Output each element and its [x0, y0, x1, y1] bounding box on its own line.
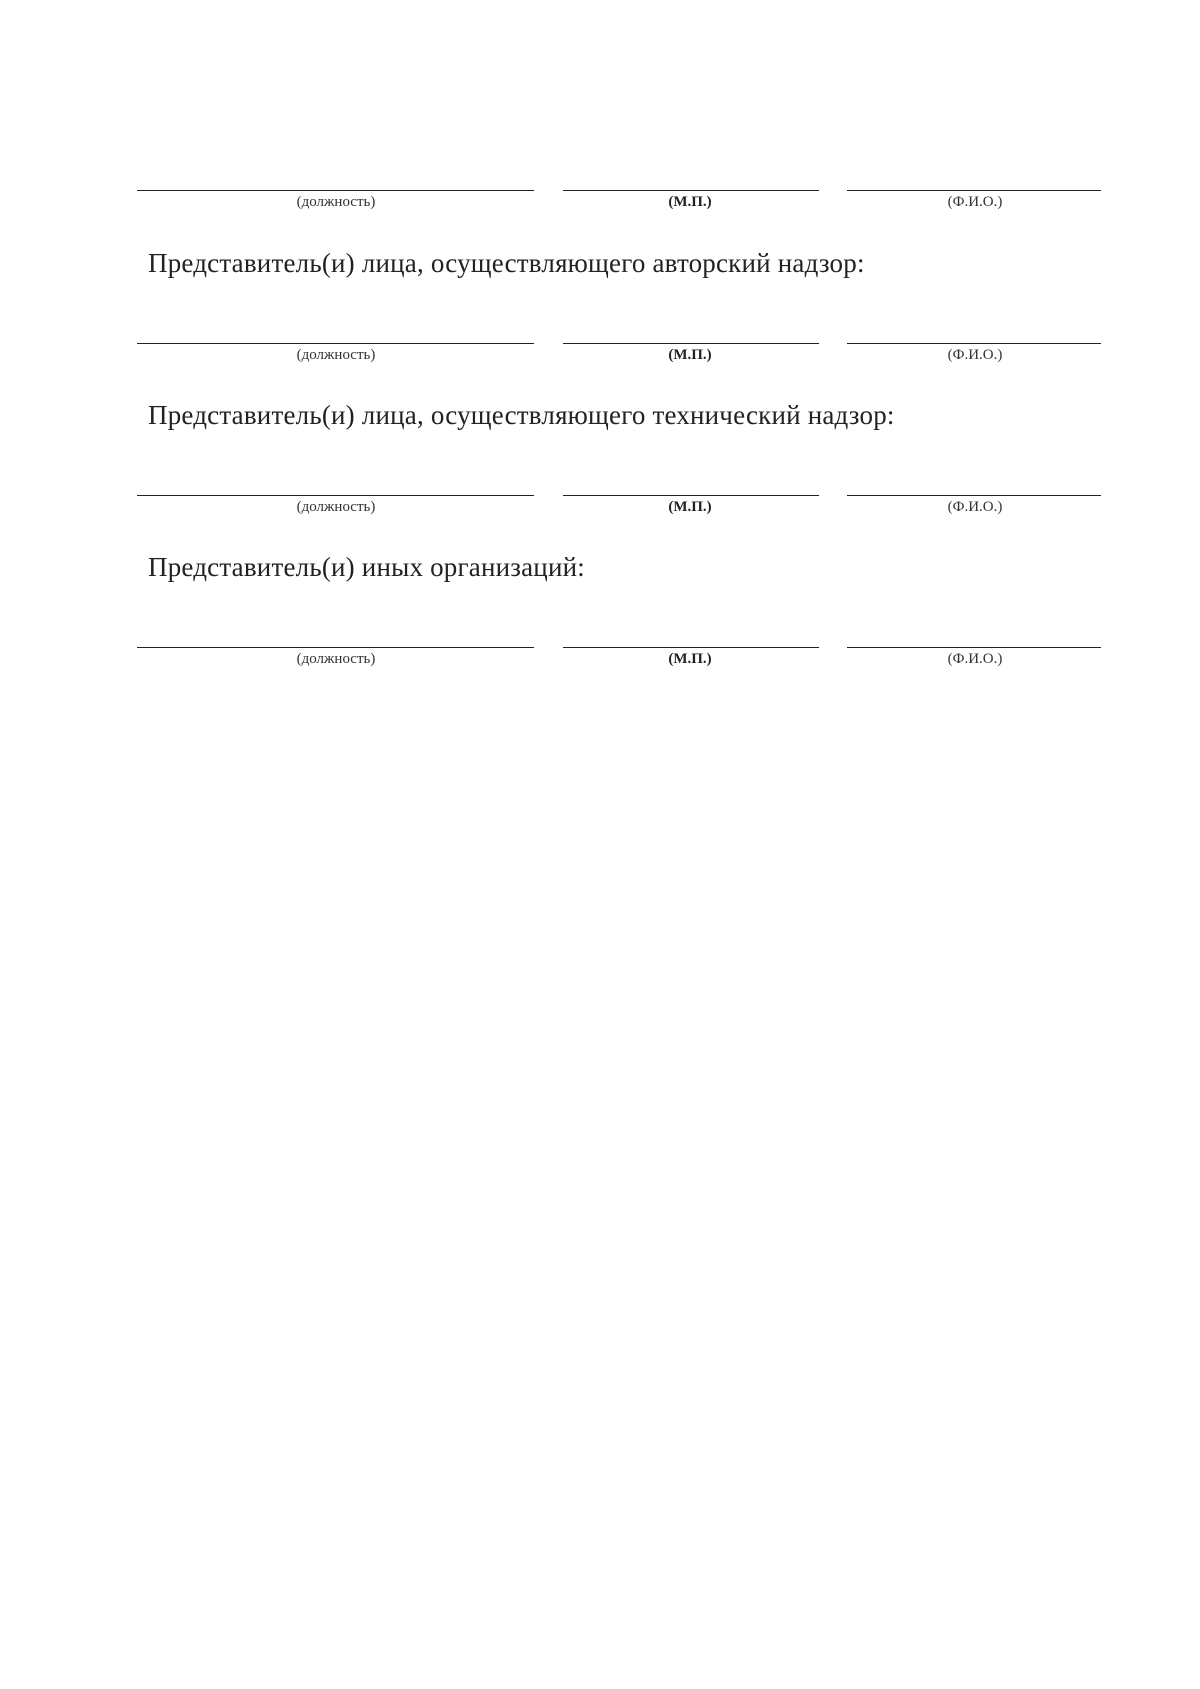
seal-caption: (М.П.) — [668, 499, 712, 515]
seal-line — [563, 647, 819, 648]
position-line — [137, 495, 534, 496]
seal-line — [563, 343, 819, 344]
seal-line — [563, 190, 819, 191]
name-caption: (Ф.И.О.) — [947, 651, 1003, 667]
position-line — [137, 343, 534, 344]
name-caption: (Ф.И.О.) — [947, 499, 1003, 515]
name-line — [847, 495, 1101, 496]
seal-caption: (М.П.) — [668, 194, 712, 210]
section-heading-other-organizations: Представитель(и) иных организаций: — [148, 552, 585, 582]
position-caption: (должность) — [296, 499, 376, 515]
position-line — [137, 647, 534, 648]
signature-row-2 — [0, 343, 1200, 383]
name-line — [847, 343, 1101, 344]
section-heading-author-supervision: Представитель(и) лица, осуществляющего авторский надзор: — [148, 248, 865, 278]
seal-caption: (М.П.) — [668, 651, 712, 667]
seal-line — [563, 495, 819, 496]
name-line — [847, 190, 1101, 191]
signature-row-3 — [0, 495, 1200, 535]
position-caption: (должность) — [296, 651, 376, 667]
name-caption: (Ф.И.О.) — [947, 347, 1003, 363]
seal-caption: (М.П.) — [668, 347, 712, 363]
position-line — [137, 190, 534, 191]
name-line — [847, 647, 1101, 648]
signature-row-4 — [0, 647, 1200, 687]
position-caption: (должность) — [296, 194, 376, 210]
section-heading-technical-supervision: Представитель(и) лица, осуществляющего технический надзор: — [148, 400, 895, 430]
name-caption: (Ф.И.О.) — [947, 194, 1003, 210]
position-caption: (должность) — [296, 347, 376, 363]
signature-row-1 — [0, 190, 1200, 230]
